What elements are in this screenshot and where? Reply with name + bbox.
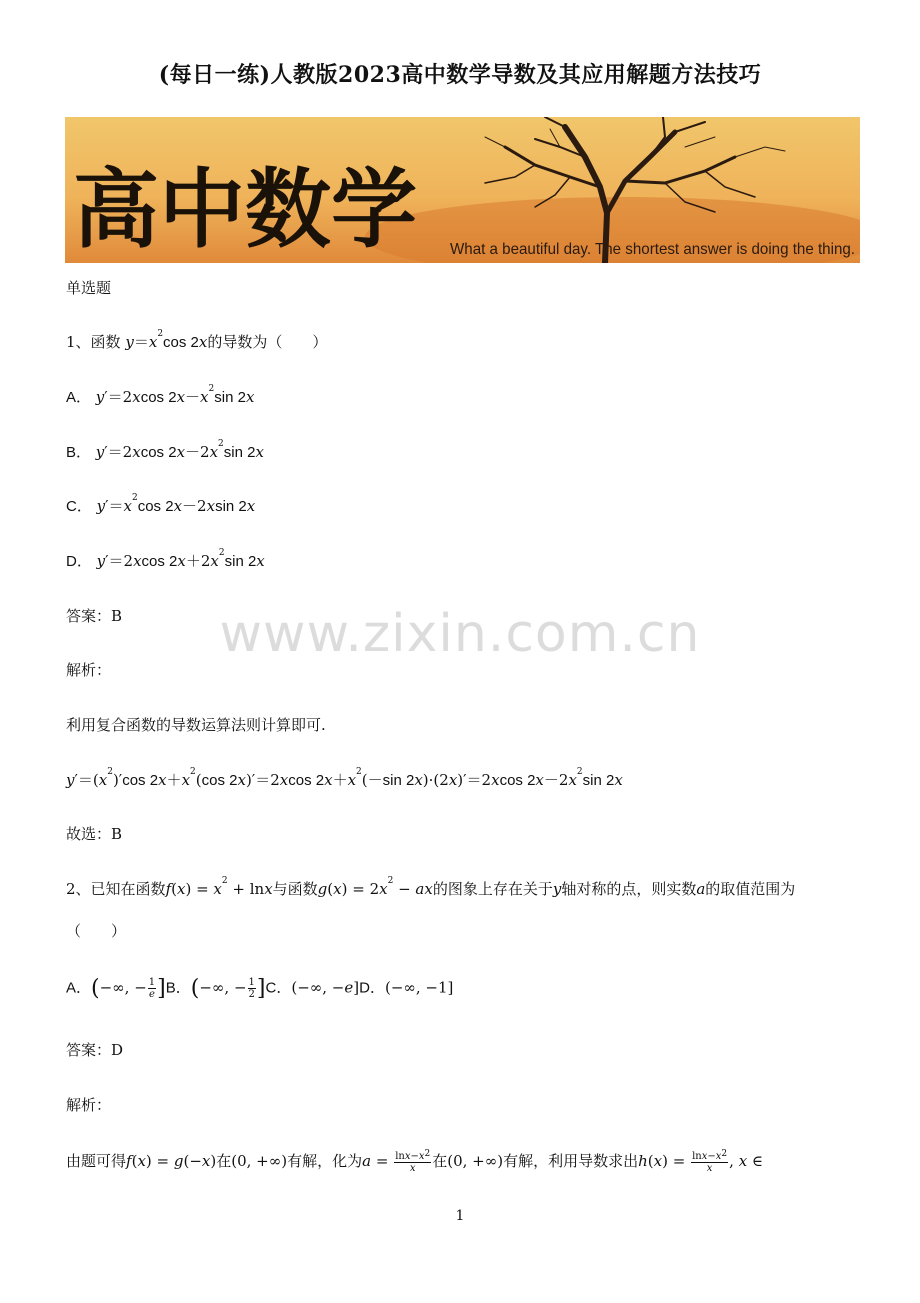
q1-option-b: B． y′＝2xcos $2x-2x^2\sin$ 2x: [66, 439, 264, 461]
banner-image: [65, 117, 860, 263]
q2-stem-paren: （ ）: [66, 922, 127, 940]
q1-option-c: C． $y'=x^2\cos$ 2x－2xsin 2x: [66, 493, 256, 515]
banner-tagline: What a beautiful day. The shortest answer is doing the thing.: [450, 241, 855, 258]
q1-derivation: $y'=(x^2)'\cos$ $2x+x^2(\cos$ 2x)′＝2xcos $2x+x^2(-\sin$ 2x)·(2x)′＝2xcos $2x-2x^2\sin$ 2x: [66, 767, 623, 789]
q2-options: A．(−∞, − $\frac{1}{e}$ ]B．(−∞, − $\frac{1}{2}$ ]C．(−∞, −e]D．(−∞, −1]: [66, 976, 454, 1001]
q1-analysis-label: 解析：: [66, 661, 112, 679]
q2-analysis-text: 由题可得f(x) = g(−x)在(0, +∞)有解，化为a = $\frac{\ln x-x^2}{x}$ 在(0, +∞)有解，利用导数求出h(x) = $\frac{\ln x-x^2}{x}$ , x ∈: [66, 1148, 764, 1174]
page-number: 1: [455, 1208, 465, 1224]
section-label: 单选题: [66, 279, 112, 297]
q1-option-a: A． y′＝2xcos $2x-x^2\sin$ 2x: [66, 384, 255, 406]
q1-answer: 答案：B: [66, 607, 123, 625]
q1-option-d: D． y′＝2xcos $2x+2x^2\sin$ 2x: [66, 548, 265, 570]
q2-stem: 2、已知在函数$f(x) = x^2 + \ln x$与函数$g(x) = 2x^2$ − ax的图象上存在关于y轴对称的点，则实数a的取值范围为: [66, 876, 796, 898]
banner-title: 高中数学: [73, 159, 417, 260]
q2-answer: 答案：D: [66, 1041, 124, 1059]
q1-selection: 故选：B: [66, 825, 123, 843]
q1-analysis-text: 利用复合函数的导数运算法则计算即可.: [66, 716, 326, 734]
q2-analysis-label: 解析：: [66, 1096, 112, 1114]
document-title: (每日一练)人教版2023高中数学导数及其应用解题方法技巧: [158, 62, 762, 88]
watermark: www.zixin.com.cn: [219, 604, 701, 664]
q1-stem: 1、函数 $y=x^2\cos$ 2x的导数为（ ）: [66, 329, 328, 351]
